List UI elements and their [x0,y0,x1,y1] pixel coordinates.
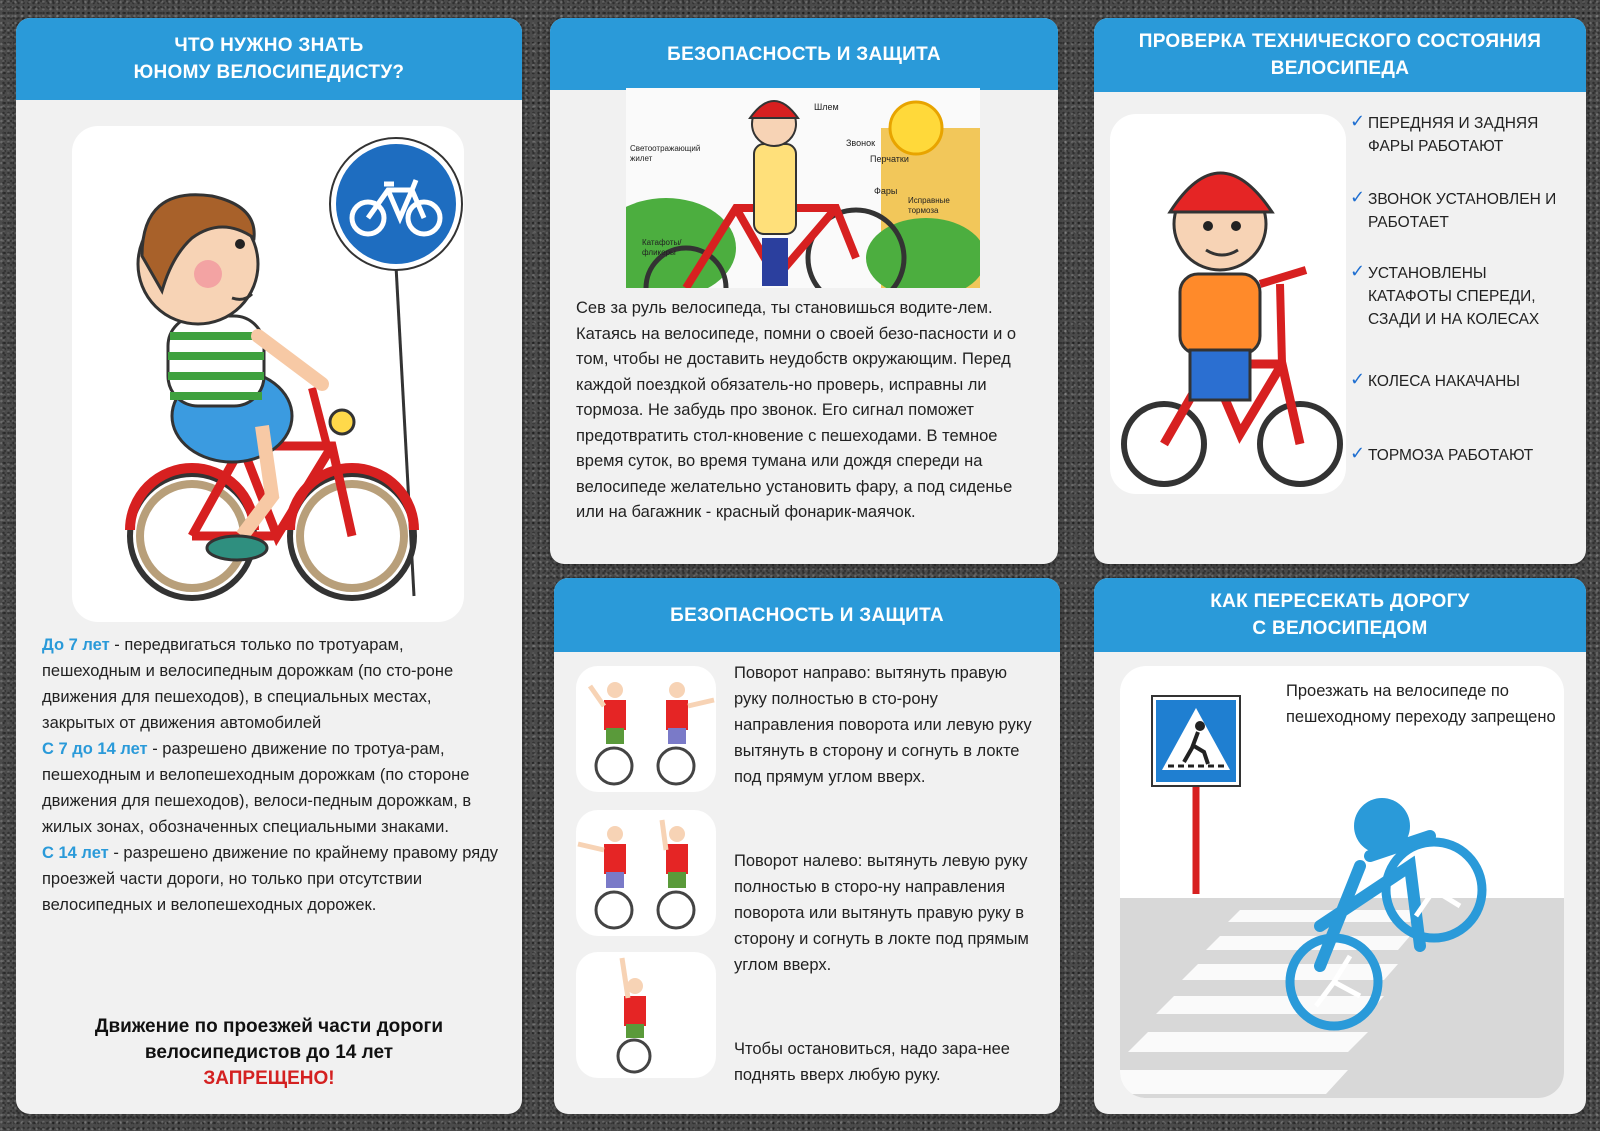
crossing-text: Проезжать на велосипеде по пешеходному переходу запрещено [1286,682,1556,726]
left-turn-signal-illustration [576,810,716,936]
right-turn-drawing [576,666,716,792]
boy-on-bike-illustration [72,126,464,622]
left-turn-drawing [576,810,716,936]
rule-under-7 [42,632,502,736]
label-lights: Фары [874,186,898,196]
left-turn-text: Поворот налево: вытянуть левую руку полностью в сторо-ну направления поворота или вытянуть правую руку в сторону и согнуть в локте под прямым углом вверх. [734,852,1029,974]
boy-with-helmet-illustration [1110,114,1346,494]
header-title: БЕЗОПАСНОСТЬ И ЗАЩИТА [667,43,941,65]
check-text: ЗВОНОК УСТАНОВЛЕН И РАБОТАЕТ [1368,191,1557,231]
header-line-2: С ВЕЛОСИПЕДОМ [1252,618,1428,639]
panel-crossing-road-header [1094,578,1586,652]
check-text: КОЛЕСА НАКАЧАНЫ [1368,373,1521,390]
panel-hand-signals [554,578,1060,1114]
right-turn-signal-illustration [576,666,716,792]
rule-text: - передвигаться только по тротуарам, пешеходным и велосипедным дорожкам (по сто-роне движения для пешеходов), в специальных местах, закрытых от движения автомобилей [42,636,454,732]
check-text: ПЕРЕДНЯЯ И ЗАДНЯЯ ФАРЫ РАБОТАЮТ [1368,115,1539,155]
stop-text: Чтобы остановиться, надо зара-нее поднять вверх любую руку. [734,1040,1010,1084]
boy-helmet-drawing [1110,114,1346,494]
label-vest: Светоотражающий жилет [630,144,701,163]
label-helmet: Шлем [814,102,839,112]
safety-equipment-drawing [626,88,980,288]
forbidden-warning [32,1014,506,1092]
rule-from-14 [42,840,502,918]
check-brakes [1350,443,1568,467]
warning-line-2: велосипедистов до 14 лет [144,1042,394,1063]
rule-text: - разрешено движение по крайнему правому ряду проезжей части дороги, но только при отсутствии велосипедных и велопешеходных дорожек. [42,844,499,914]
warning-line-1: Движение по проезжей части дороги [94,1016,444,1037]
rule-text: - разрешено движение по тротуа-рам, пешеходным и велопешеходным дорожкам (по стороне движения для пешеходов), велоси-педным дорожкам, в жилых зонах, обозначенных специальными знаками. [42,740,472,836]
panel-crossing-road [1094,578,1586,1114]
header-line-1: КАК ПЕРЕСЕКАТЬ ДОРОГУ [1210,591,1470,612]
stop-signal-illustration [576,952,716,1078]
panel-technical-check-header [1094,18,1586,92]
panel-safety-protection-header [550,18,1058,90]
check-wheels [1350,369,1568,393]
rule-7-to-14 [42,736,502,840]
rule-age-label: С 7 до 14 лет [42,740,148,758]
check-reflectors [1350,261,1568,331]
header-line-2: ВЕЛОСИПЕДА [1270,58,1410,79]
safety-body-text: Сев за руль велосипеда, ты становишься водите-лем. Катаясь на велосипеде, помни о своей безо-пасности и о том, чтобы не доставить неудобств окружающим. Перед каждой поездкой обязатель-но проверь, исправны ли тормоза. Не забудь про звонок. Его сигнал поможет предотвратить стол-кновение с пешеходами. В темное время суток, во время тумана или дождя спереди на велосипеде желательно установить фару, а под сиденье или на багажник - красный фонарик-маячок. [576,299,1017,521]
safety-equipment-illustration [626,88,980,288]
panel-hand-signals-header [554,578,1060,652]
age-rules [42,632,502,918]
header-line-1: ПРОВЕРКА ТЕХНИЧЕСКОГО СОСТОЯНИЯ [1138,31,1542,52]
header-line-2: ЮНОМУ ВЕЛОСИПЕДИСТУ? [133,62,405,83]
header-title: БЕЗОПАСНОСТЬ И ЗАЩИТА [670,604,944,626]
checkmark-icon: ✓ [1350,187,1366,207]
checkmark-icon: ✓ [1350,369,1366,389]
check-lights [1350,111,1568,158]
checkmark-icon: ✓ [1350,111,1366,131]
stop-drawing [576,952,716,1078]
crossing-drawing [1120,666,1564,1098]
check-bell [1350,187,1568,234]
label-reflectors: Катафоты/ фликеры [642,238,682,257]
boy-bike-drawing [72,126,464,622]
panel-safety-protection [550,18,1058,564]
panel-young-cyclist [16,18,522,1114]
checkmark-icon: ✓ [1350,261,1366,281]
check-text: УСТАНОВЛЕНЫ КАТАФОТЫ СПЕРЕДИ, СЗАДИ И НА КОЛЕСАХ [1368,265,1540,328]
check-text: ТОРМОЗА РАБОТАЮТ [1368,447,1534,464]
panel-young-cyclist-header [16,18,522,100]
rule-age-label: До 7 лет [42,636,110,654]
warning-forbidden: ЗАПРЕЩЕНО! [203,1068,335,1089]
label-brakes: Исправные тормоза [908,196,950,215]
rule-age-label: С 14 лет [42,844,109,862]
right-turn-text: Поворот направо: вытянуть правую руку полностью в сто-рону направления поворота или левую руку вытянуть в сторону и согнуть в локте под прямум углом вверх. [734,664,1032,786]
checkmark-icon: ✓ [1350,443,1366,463]
label-gloves: Перчатки [870,154,909,164]
label-bell: Звонок [846,138,876,148]
crossing-illustration [1120,666,1564,1098]
header-line-1: ЧТО НУЖНО ЗНАТЬ [174,35,364,56]
